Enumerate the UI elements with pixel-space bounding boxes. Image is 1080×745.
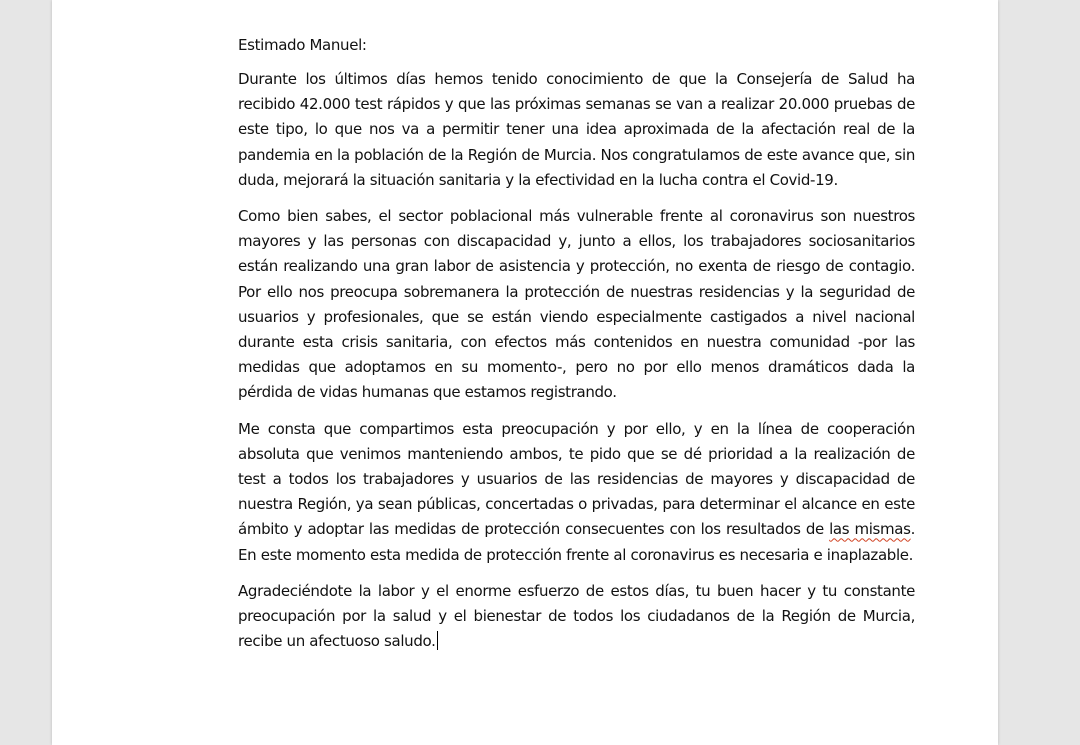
paragraph-4[interactable] bbox=[238, 579, 915, 655]
document-page[interactable] bbox=[52, 0, 998, 745]
paragraph-3-text-start[interactable]: Me consta que compartimos esta preocupación y por ello, y en la línea de cooperación absoluta que venimos manteniendo ambos, te pido que se dé prioridad a la realización de test a todos los trabajadores y usuarios de las residencias de mayores y discapacidad de nuestra Región, ya sean públicas, concertadas o privadas, para determinar el alcance en este ámbito y adoptar las medidas de protección consecuentes con los resultados de bbox=[238, 419, 915, 539]
letter-greeting[interactable]: Estimado Manuel: bbox=[238, 36, 367, 54]
spellcheck-flagged-text[interactable]: las mismas bbox=[829, 520, 911, 539]
paragraph-1[interactable]: Durante los últimos días hemos tenido conocimiento de que la Consejería de Salud ha recibido 42.000 test rápidos y que las próximas semanas se van a realizar 20.000 pruebas de este tipo, lo que nos va a permitir tener una idea aproximada de la afectación real de la pandemia en la población de la Región de Murcia. Nos congratulamos de este avance que, sin duda, mejorará la situación sanitaria y la efectividad en la lucha contra el Covid-19. bbox=[238, 70, 915, 189]
paragraph-3[interactable] bbox=[238, 417, 915, 568]
text-cursor bbox=[437, 631, 438, 650]
paragraph-2[interactable]: Como bien sabes, el sector poblacional más vulnerable frente al coronavirus son nuestros mayores y las personas con discapacidad y, junto a ellos, los trabajadores sociosanitarios están realizando una gran labor de asistencia y protección, no exenta de riesgo de contagio. Por ello nos preocupa sobremanera la protección de nuestras residencias y la seguridad de usuarios y profesionales, que se están viendo especialmente castigados a nivel nacional durante esta crisis sanitaria, con efectos más contenidos en nuestra comunidad -por las medidas que adoptamos en su momento-, pero no por ello menos dramáticos dada la pérdida de vidas humanas que estamos registrando. bbox=[238, 207, 915, 402]
paragraph-3-text-end[interactable]: . En este momento esta medida de protección frente al coronavirus es necesaria e inaplazable. bbox=[238, 520, 916, 564]
document-body[interactable] bbox=[238, 34, 915, 654]
closing-text[interactable]: Agradeciéndote la labor y el enorme esfuerzo de estos días, tu buen hacer y tu constante preocupación por la salud y el bienestar de todos los ciudadanos de la Región de Murcia, recibe un afectuoso saludo. bbox=[238, 581, 915, 651]
